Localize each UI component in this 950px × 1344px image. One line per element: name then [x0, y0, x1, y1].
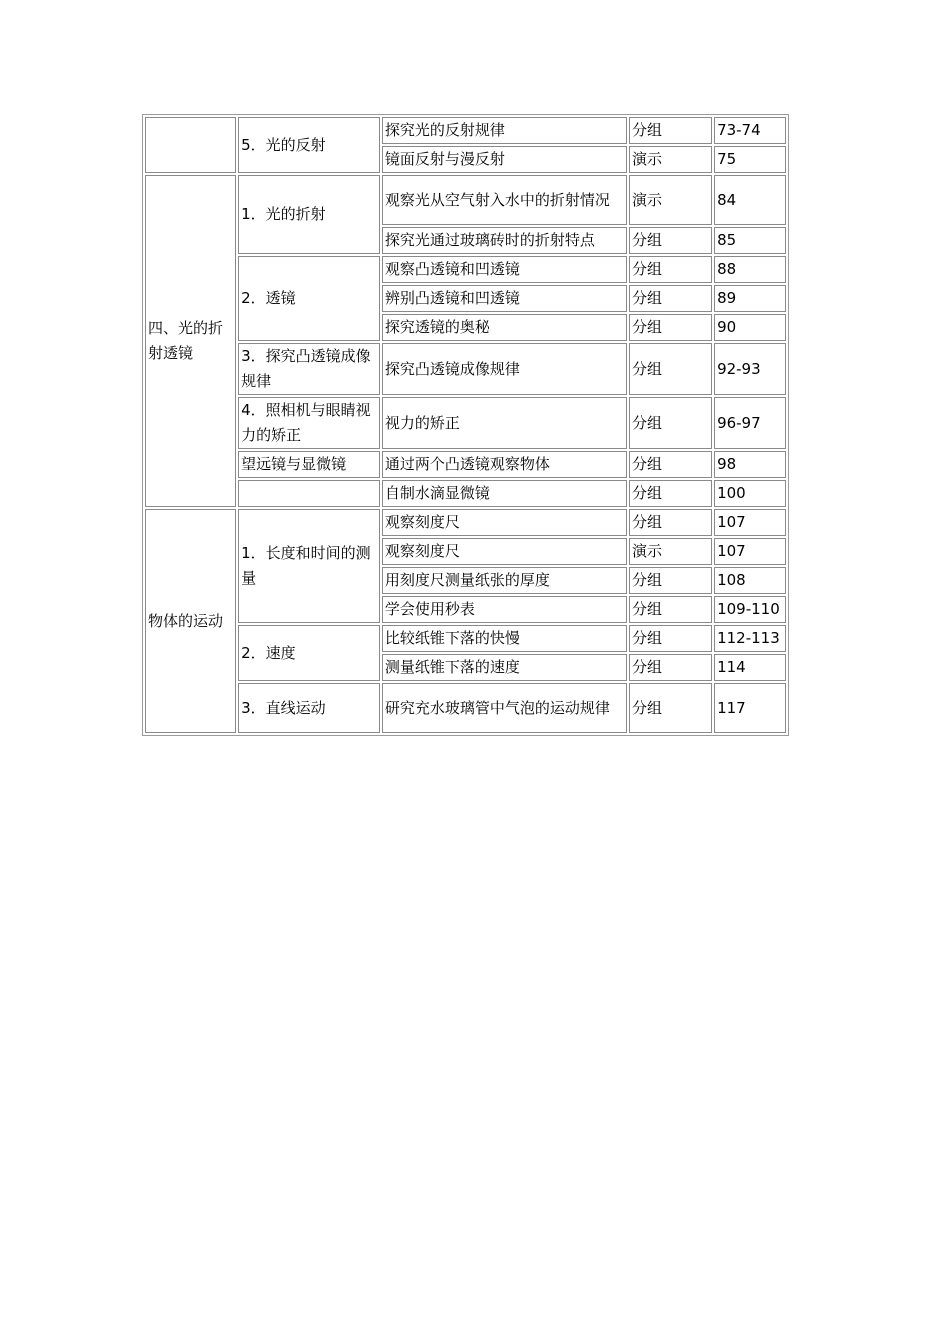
type-cell: 分组 [629, 314, 712, 341]
table-row [145, 451, 786, 478]
type-cell: 分组 [629, 285, 712, 312]
section-cell: 3．直线运动 [238, 683, 380, 733]
table-row [145, 683, 786, 733]
experiment-cell: 研究充水玻璃管中气泡的运动规律 [382, 683, 627, 733]
experiment-cell: 观察刻度尺 [382, 509, 627, 536]
experiment-cell: 辨别凸透镜和凹透镜 [382, 285, 627, 312]
table-row [145, 625, 786, 652]
experiment-cell: 学会使用秒表 [382, 596, 627, 623]
experiment-cell: 视力的矫正 [382, 397, 627, 449]
table-row [145, 343, 786, 395]
chapter-cell: 四、光的折射透镜 [145, 175, 236, 507]
experiment-cell: 探究凸透镜成像规律 [382, 343, 627, 395]
type-cell: 分组 [629, 683, 712, 733]
page-cell: 90 [714, 314, 786, 341]
type-cell: 分组 [629, 509, 712, 536]
page-cell: 75 [714, 146, 786, 173]
chapter-cell: 物体的运动 [145, 509, 236, 733]
experiment-cell: 观察刻度尺 [382, 538, 627, 565]
page-cell: 114 [714, 654, 786, 681]
page-cell: 107 [714, 509, 786, 536]
experiment-cell: 探究透镜的奥秘 [382, 314, 627, 341]
page-cell: 85 [714, 227, 786, 254]
experiment-cell: 观察光从空气射入水中的折射情况 [382, 175, 627, 225]
type-cell: 分组 [629, 451, 712, 478]
type-cell: 演示 [629, 146, 712, 173]
page-cell: 96-97 [714, 397, 786, 449]
section-cell: 4．照相机与眼睛视力的矫正 [238, 397, 380, 449]
section-cell: 望远镜与显微镜 [238, 451, 380, 478]
table-row [145, 509, 786, 536]
type-cell: 分组 [629, 480, 712, 507]
experiment-cell: 测量纸锥下落的速度 [382, 654, 627, 681]
chapter-cell [145, 117, 236, 173]
experiment-cell: 探究光的反射规律 [382, 117, 627, 144]
page-cell: 108 [714, 567, 786, 594]
type-cell: 演示 [629, 538, 712, 565]
table-row [145, 480, 786, 507]
section-cell: 1．长度和时间的测量 [238, 509, 380, 623]
experiment-cell: 镜面反射与漫反射 [382, 146, 627, 173]
experiment-cell: 通过两个凸透镜观察物体 [382, 451, 627, 478]
page-cell: 92-93 [714, 343, 786, 395]
page-cell: 84 [714, 175, 786, 225]
experiment-table-container [142, 114, 789, 736]
experiment-cell: 用刻度尺测量纸张的厚度 [382, 567, 627, 594]
type-cell: 分组 [629, 567, 712, 594]
page-cell: 89 [714, 285, 786, 312]
section-cell: 5．光的反射 [238, 117, 380, 173]
table-row [145, 117, 786, 144]
type-cell: 分组 [629, 343, 712, 395]
page-cell: 109-110 [714, 596, 786, 623]
type-cell: 分组 [629, 596, 712, 623]
page-cell: 107 [714, 538, 786, 565]
page-cell: 73-74 [714, 117, 786, 144]
type-cell: 演示 [629, 175, 712, 225]
table-row [145, 397, 786, 449]
page-cell: 117 [714, 683, 786, 733]
page-cell: 88 [714, 256, 786, 283]
type-cell: 分组 [629, 397, 712, 449]
experiment-cell: 观察凸透镜和凹透镜 [382, 256, 627, 283]
type-cell: 分组 [629, 117, 712, 144]
experiment-cell: 探究光通过玻璃砖时的折射特点 [382, 227, 627, 254]
page-cell: 100 [714, 480, 786, 507]
experiment-cell: 比较纸锥下落的快慢 [382, 625, 627, 652]
section-cell: 2．透镜 [238, 256, 380, 341]
type-cell: 分组 [629, 227, 712, 254]
page-cell: 112-113 [714, 625, 786, 652]
page-cell: 98 [714, 451, 786, 478]
section-cell: 3．探究凸透镜成像规律 [238, 343, 380, 395]
table-row [145, 175, 786, 225]
table-row [145, 256, 786, 283]
type-cell: 分组 [629, 625, 712, 652]
experiment-table [142, 114, 789, 736]
experiment-cell: 自制水滴显微镜 [382, 480, 627, 507]
type-cell: 分组 [629, 256, 712, 283]
section-cell: 1．光的折射 [238, 175, 380, 254]
type-cell: 分组 [629, 654, 712, 681]
section-cell [238, 480, 380, 507]
section-cell: 2．速度 [238, 625, 380, 681]
